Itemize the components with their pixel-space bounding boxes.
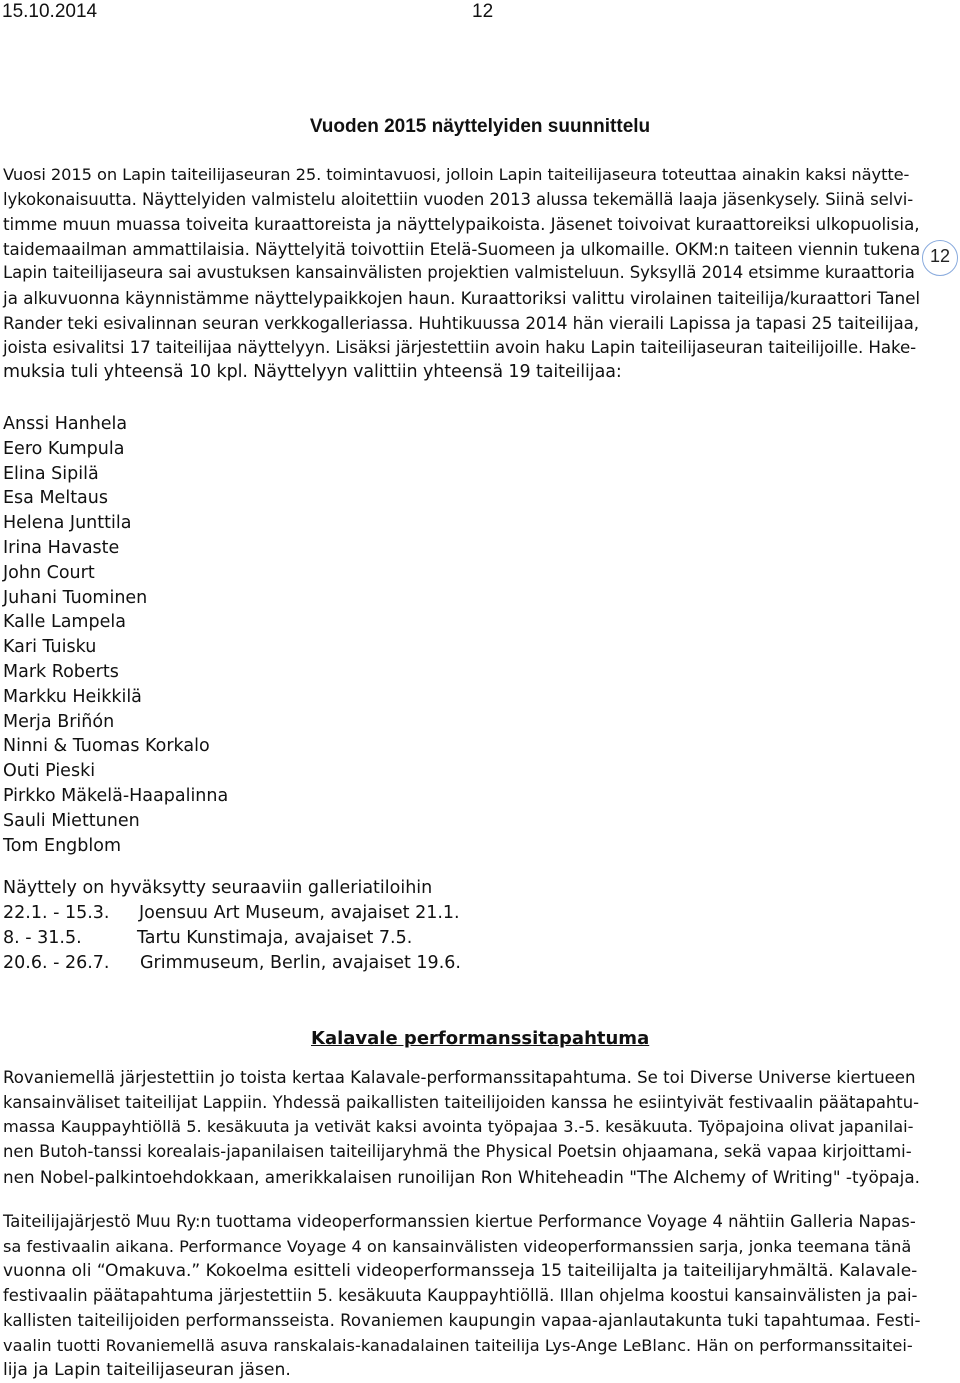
gallery-venue: Grimmuseum, Berlin, avajaiset 19.6. [140, 953, 461, 973]
list-item: Eero Kumpula [3, 438, 125, 459]
list-item: John Court [3, 562, 95, 583]
paragraph-line: nen Nobel-palkintoehdokkaan, amerikkalaisen runoilijan Ron Whiteheadin "The Alchemy of Writing" -työpaja. [3, 1166, 920, 1187]
paragraph-line: Taiteilijajärjestö Muu Ry:n tuottama videoperformanssien kiertue Performance Voyage 4 nähtiin Galleria Napas- [3, 1212, 916, 1231]
paragraph-line: timme muun muassa toiveita kuraattoreista ja näyttelypaikoista. Jäsenet toivoivat kuraattoreiksi ulkopuolisia, [3, 214, 920, 235]
paragraph-line: vaalin tuotti Rovaniemellä asuva ranskalais-kanadalainen taiteilija Lys-Ange LeBlanc. Hän on performanssitaitei- [3, 1335, 913, 1355]
gallery-dates: 20.6. - 26.7. [3, 953, 110, 973]
list-item: Ninni & Tuomas Korkalo [3, 736, 210, 757]
paragraph-line: Vuosi 2015 on Lapin taiteilijaseuran 25. toimintavuosi, jolloin Lapin taiteilijaseura toteuttaa ainakin kaksi näytte- [3, 165, 910, 184]
list-item: Merja Briñón [3, 711, 115, 732]
section-title-exhibitions: Vuoden 2015 näyttelyiden suunnittelu [309, 116, 651, 137]
exhibitions-paragraph [3, 163, 921, 384]
section-title-kalavale: Kalavale performanssitapahtuma [311, 1028, 650, 1049]
paragraph-line: massa Kauppayhtiöllä 5. kesäkuuta ja vetivät kaksi avointa työpajaa 3.-5. kesäkuuta. Työpajoina olivat japanilai- [3, 1117, 914, 1137]
paragraph-line: festivaalin päätapahtuma järjestettiin 5. kesäkuuta Kauppayhtiöllä. Illan ohjelma koostui kansainvälisten ja pai- [3, 1286, 918, 1306]
paragraph-line: kansainväliset taiteilijat Lappiin. Yhdessä paikallisten taiteilijoiden kanssa he esiintyivät festivaalin päätapahtu- [3, 1092, 920, 1112]
list-item: Helena Junttila [3, 513, 132, 534]
list-item: Juhani Tuominen [3, 587, 148, 608]
paragraph-line: ja alkuvuonna käynnistämme näyttelypaikkojen haun. Kuraattoriksi valittu virolainen taiteilija/kuraattori Tanel [3, 287, 921, 308]
list-item: Sauli Miettunen [3, 810, 140, 831]
artist-list [3, 412, 228, 858]
galleries-intro: Näyttely on hyväksytty seuraaviin galleriatiloihin [3, 878, 433, 898]
paragraph-line: lykokonaisuutta. Näyttelyiden valmistelu aloitettiin vuoden 2013 alussa tekemällä laaja jäsenkysely. Siinä selvi- [3, 189, 914, 209]
list-item: Kari Tuisku [3, 637, 97, 658]
kalavale-paragraph-2 [3, 1210, 921, 1383]
list-item: Markku Heikkilä [3, 686, 142, 707]
paragraph-line: taidemaailman ammattilaisia. Näyttelyitä toivottiin Etelä-Suomeen ja ulkomaille. OKM:n taiteen viennin tukena [3, 238, 921, 259]
list-item: Pirkko Mäkelä-Haapalinna [3, 785, 229, 806]
gallery-dates: 8. - 31.5. [3, 928, 82, 948]
list-item: Anssi Hanhela [3, 414, 128, 434]
paragraph-line: muksia tuli yhteensä 10 kpl. Näyttelyyn valittiin yhteensä 19 taiteilijaa: [3, 361, 622, 382]
paragraph-line: nen Butoh-tanssi korealais-japanilaisen taiteilijaryhmä the Physical Poetsin ohjaamana, sekä vapaa kirjoittami- [3, 1142, 912, 1162]
page-number-badge: 12 [922, 240, 958, 276]
list-item: Outi Pieski [3, 761, 96, 782]
paragraph-line: Rander teki esivalinnan seuran verkkogalleriassa. Huhtikuussa 2014 hän vieraili Lapissa ja tapasi 25 taiteilijaa, [3, 312, 919, 333]
paragraph-line: sa festivaalin aikana. Performance Voyage 4 on kansainvälisten videoperformanssien sarja, jonka teemana tänä [3, 1236, 912, 1256]
paragraph-line: lija ja Lapin taiteilijaseuran jäsen. [3, 1360, 291, 1381]
list-item: Kalle Lampela [3, 612, 126, 633]
list-item: Irina Havaste [3, 537, 120, 558]
kalavale-paragraph-1 [3, 1066, 921, 1190]
paragraph-line: joista esivalitsi 17 taiteilijaa näyttelyyn. Lisäksi järjestettiin avoin haku Lapin taiteilijaseuran taiteilijoille. Hake- [3, 337, 917, 358]
gallery-venue: Tartu Kunstimaja, avajaiset 7.5. [137, 928, 413, 948]
gallery-dates: 22.1. - 15.3. [3, 903, 110, 923]
paragraph-line: Lapin taiteilijaseura sai avustuksen kansainvälisten projektien valmisteluun. Syksyllä 2014 etsimme kuraattoria [3, 263, 915, 283]
list-item: Elina Sipilä [3, 463, 99, 484]
paragraph-line: kallisten taiteilijoiden performansseista. Rovaniemen kaupungin vapaa-ajanlautakunta tuki tapahtumaa. Festi- [3, 1310, 921, 1330]
gallery-venue: Joensuu Art Museum, avajaiset 21.1. [139, 903, 460, 923]
header-page-number: 12 [472, 1, 494, 22]
paragraph-line: vuonna oli “Omakuva.” Kokoelma esitteli videoperformansseja 15 taiteilijalta ja taiteilijaryhmältä. Kalavale- [3, 1261, 918, 1282]
list-item: Tom Engblom [3, 835, 122, 856]
list-item: Esa Meltaus [3, 488, 108, 509]
list-item: Mark Roberts [3, 661, 119, 682]
header-date: 15.10.2014 [2, 1, 98, 22]
paragraph-line: Rovaniemellä järjestettiin jo toista kertaa Kalavale-performanssitapahtuma. Se toi Diverse Universe kiertueen [3, 1068, 916, 1087]
